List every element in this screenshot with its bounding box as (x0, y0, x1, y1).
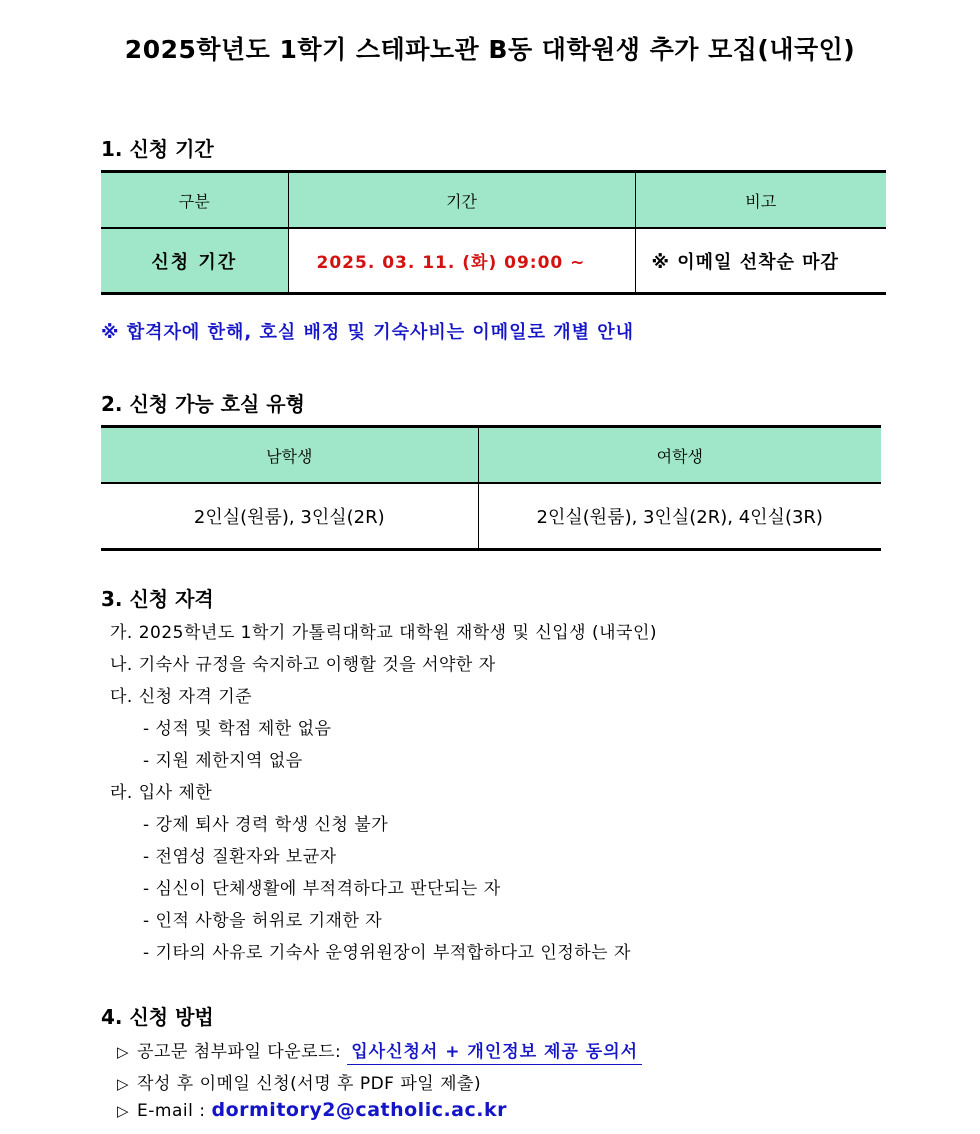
list-item: - 강제 퇴사 경력 학생 신청 불가 (143, 815, 389, 835)
male-room-types: 2인실(원룸), 3인실(2R) (101, 483, 478, 550)
list-item: - 전염성 질환자와 보균자 (143, 847, 337, 867)
download-instruction: 공고문 첨부파일 다운로드: (137, 1042, 342, 1062)
room-type-table (101, 425, 881, 551)
table-header-row (101, 172, 886, 229)
notice-text: ※ 합격자에 한해, 호실 배정 및 기숙사비는 이메일로 개별 안내 (101, 322, 635, 343)
female-room-types: 2인실(원룸), 3인실(2R), 4인실(3R) (478, 483, 881, 550)
triangle-bullet-icon: ▷ (117, 1075, 130, 1093)
table-header-row (101, 427, 881, 484)
email-label: E-mail : (137, 1101, 206, 1121)
header-female: 여학생 (478, 427, 881, 484)
email-address-link[interactable]: dormitory2@catholic.ac.kr (211, 1099, 507, 1121)
list-item: 나. 기숙사 규정을 숙지하고 이행할 것을 서약한 자 (110, 655, 496, 675)
application-form-link[interactable]: 입사신청서 + 개인정보 제공 동의서 (347, 1042, 642, 1065)
triangle-bullet-icon: ▷ (117, 1102, 130, 1120)
header-period: 기간 (288, 172, 635, 229)
list-item: 가. 2025학년도 1학기 가톨릭대학교 대학원 재학생 및 신입생 (내국인) (110, 623, 658, 643)
header-category: 구분 (101, 172, 288, 229)
list-item: 다. 신청 자격 기준 (110, 687, 253, 707)
table-row (101, 228, 886, 294)
application-period-table (101, 170, 886, 295)
list-item: - 심신이 단체생활에 부적격하다고 판단되는 자 (143, 879, 501, 899)
section1-heading: 1. 신청 기간 (101, 137, 214, 161)
table-row (101, 483, 881, 550)
application-period: 2025. 03. 11. (화) 09:00 ~ (288, 228, 635, 294)
header-male: 남학생 (101, 427, 478, 484)
list-item: 라. 입사 제한 (110, 783, 213, 803)
page-title: 2025학년도 1학기 스테파노관 B동 대학원생 추가 모집(내국인) (124, 35, 856, 64)
triangle-bullet-icon: ▷ (117, 1043, 130, 1061)
apply-line (117, 1069, 481, 1094)
section3-heading: 3. 신청 자격 (101, 587, 214, 611)
apply-instruction: 작성 후 이메일 신청(서명 후 PDF 파일 제출) (137, 1074, 482, 1094)
download-line (117, 1037, 642, 1062)
header-remarks: 비고 (635, 172, 886, 229)
list-item: - 성적 및 학점 제한 없음 (143, 719, 332, 739)
email-line (117, 1099, 507, 1121)
section2-heading: 2. 신청 가능 호실 유형 (101, 392, 305, 416)
list-item: - 지원 제한지역 없음 (143, 751, 303, 771)
remarks-note: ※ 이메일 선착순 마감 (635, 228, 886, 294)
section4-heading: 4. 신청 방법 (101, 1005, 214, 1029)
row-label: 신청 기간 (101, 228, 288, 294)
list-item: - 인적 사항을 허위로 기재한 자 (143, 911, 383, 931)
list-item: - 기타의 사유로 기숙사 운영위원장이 부적합하다고 인정하는 자 (143, 943, 631, 963)
